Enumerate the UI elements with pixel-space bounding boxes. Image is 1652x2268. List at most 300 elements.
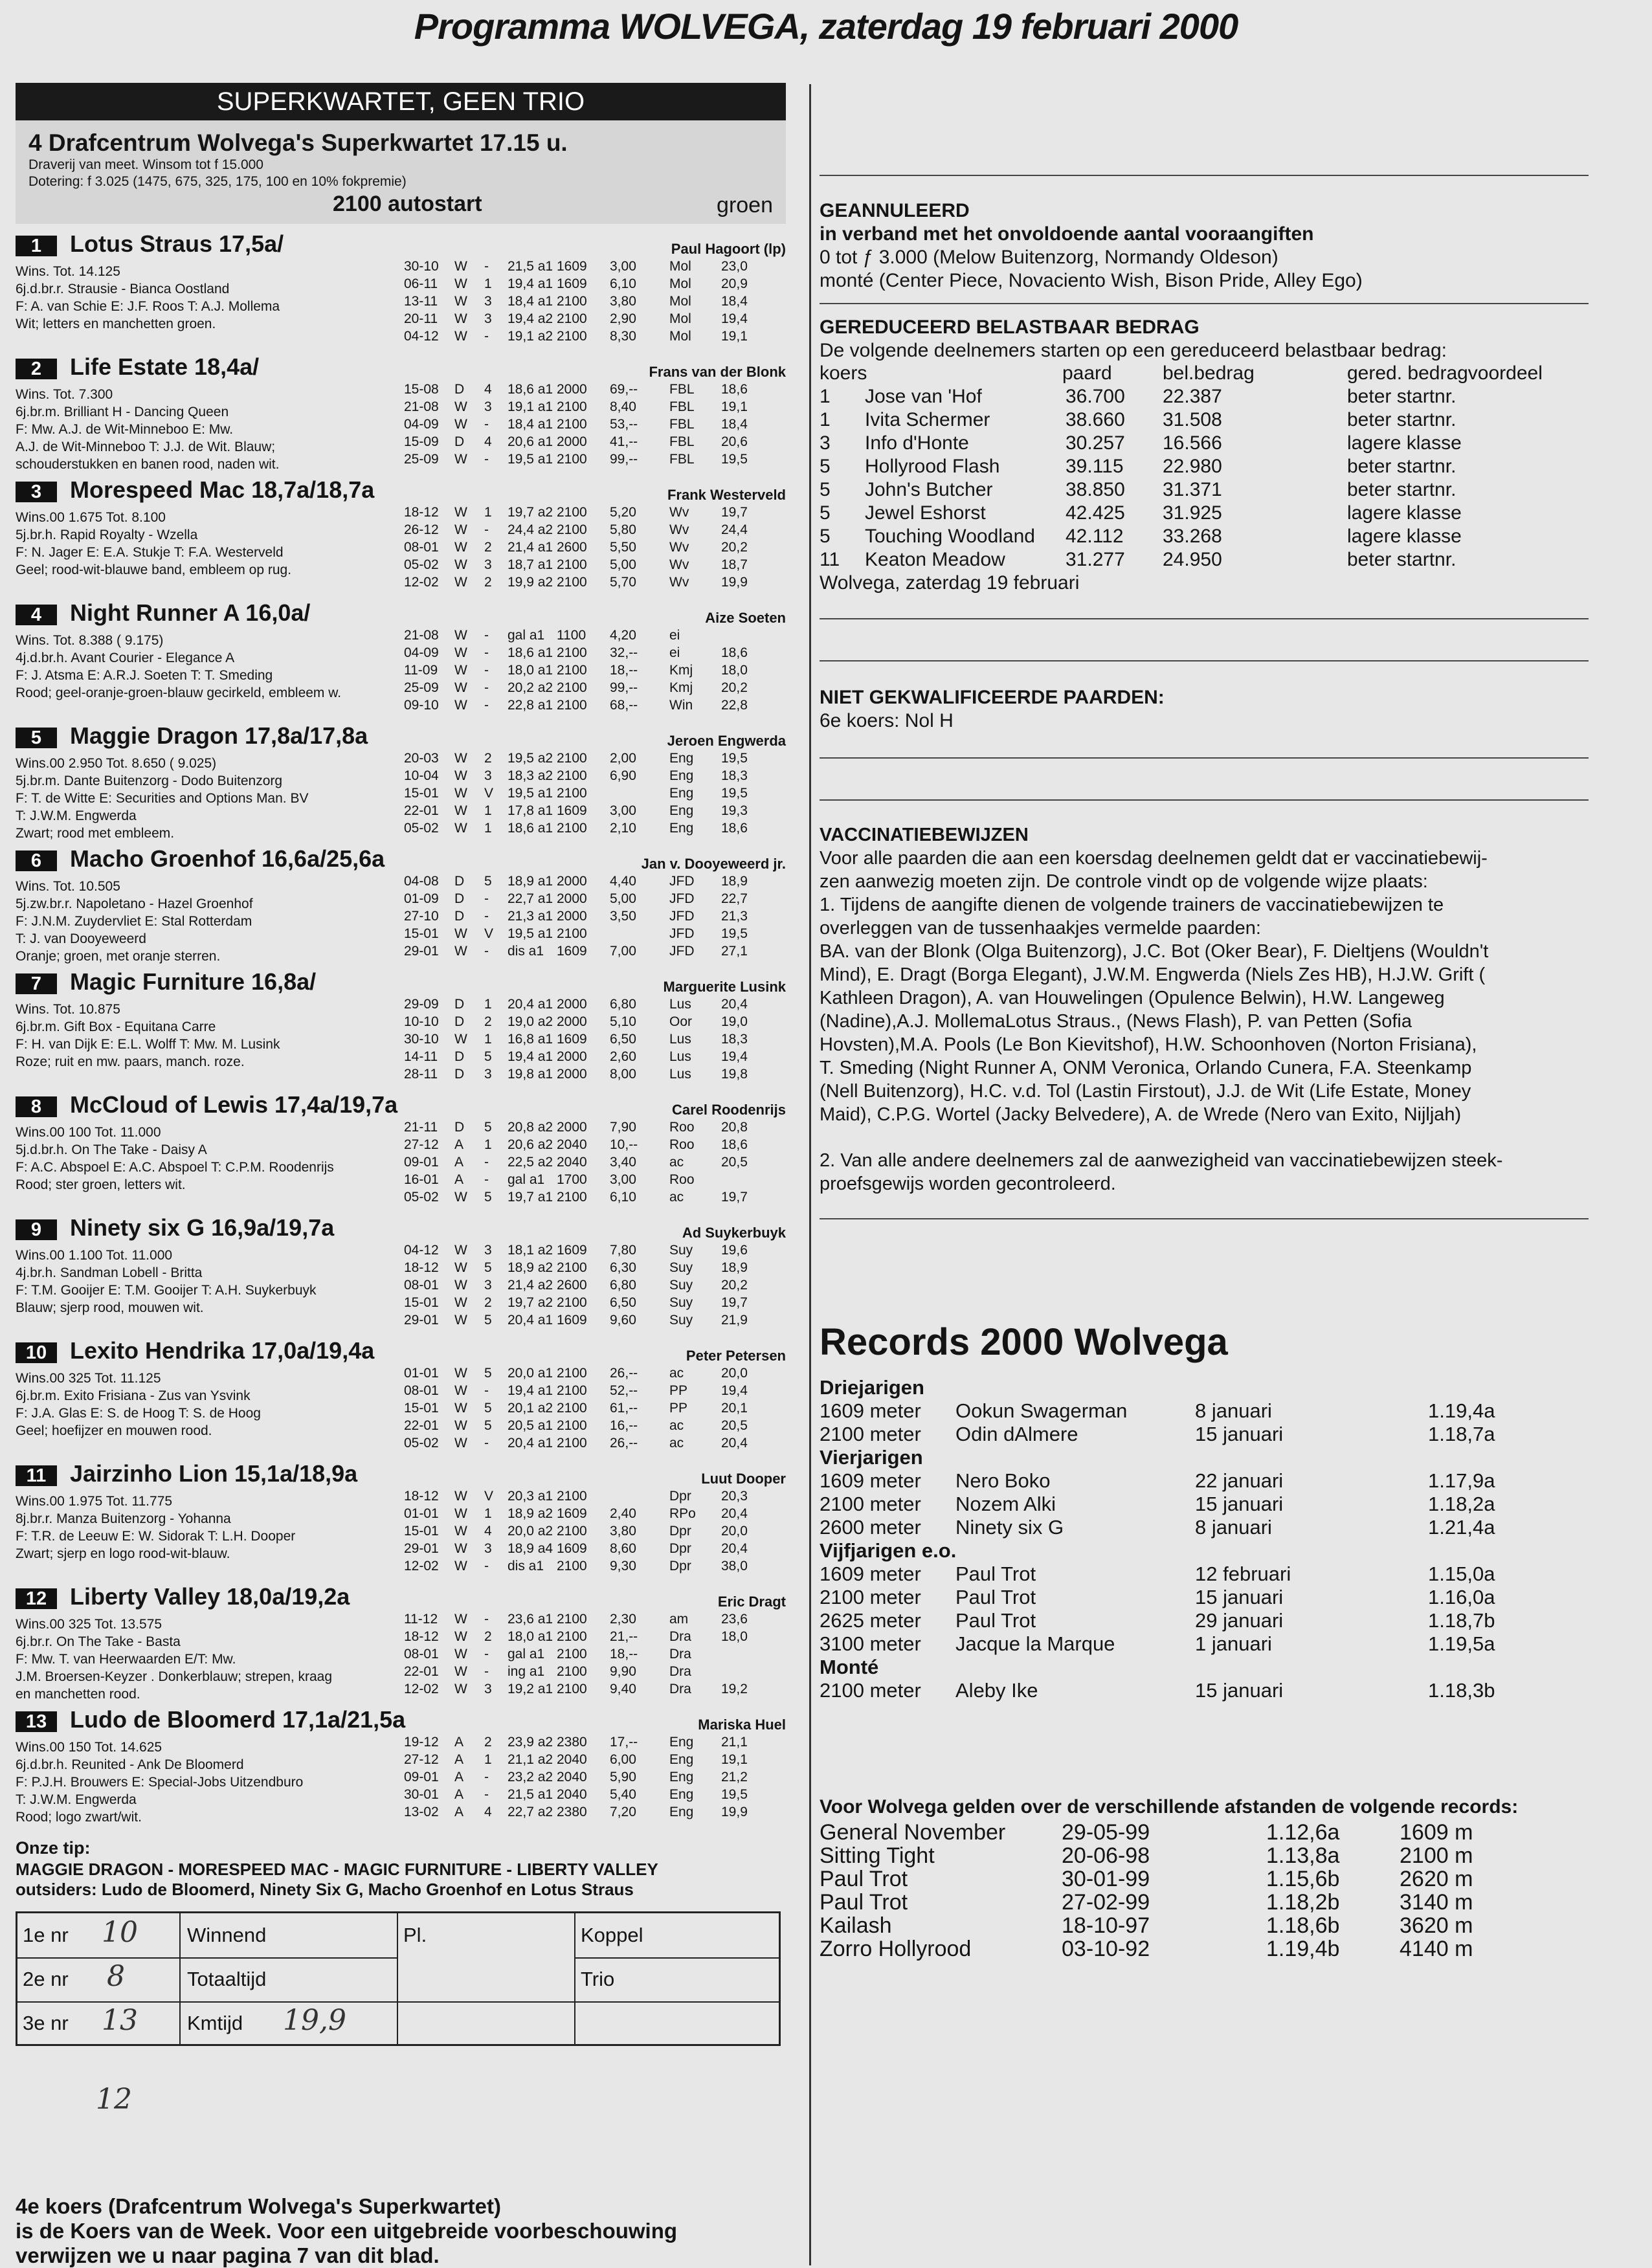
race-prize: Dotering: f 3.025 (1475, 675, 325, 175, 100 en 10% fokpremie) <box>28 174 407 189</box>
result-cell: 18,9 a2 <box>508 1260 553 1275</box>
result-cell: 05-02 <box>404 1436 439 1451</box>
result-cell: 2100 <box>557 1366 587 1381</box>
result-cell: 5,40 <box>610 1787 636 1802</box>
table-cell: 22.387 <box>1163 386 1222 407</box>
result-cell: 01-01 <box>404 1506 439 1521</box>
result-cell: 04-09 <box>404 645 439 660</box>
result-row <box>404 540 786 557</box>
horse-info <box>16 755 404 842</box>
result-row <box>404 259 786 276</box>
horse-number: 3 <box>16 482 57 502</box>
result-cell: A <box>454 1805 464 1819</box>
result-cell: 26,-- <box>610 1436 638 1451</box>
result-cell: A <box>454 1137 464 1152</box>
result-cell: ei <box>669 628 680 643</box>
result-cell: Lus <box>669 997 691 1012</box>
vaccinatie-heading: VACCINATIEBEWIJZEN <box>820 825 1029 845</box>
horse-results <box>404 382 786 469</box>
vaccinatie-line: T. Smeding (Night Runner A, ONM Veronica, Orlando Cunera, F.A. Steenkamp <box>820 1058 1472 1078</box>
result-cell: - <box>484 645 489 660</box>
result-cell: D <box>454 909 465 924</box>
horse-info-line: Rood; logo zwart/wit. <box>16 1810 142 1825</box>
result-cell: 3 <box>484 294 492 309</box>
result-cell: 2,10 <box>610 821 636 836</box>
horse-info-line: T: J.W.M. Engwerda <box>16 808 137 823</box>
result-cell: 9,60 <box>610 1313 636 1328</box>
result-row <box>404 891 786 909</box>
result-row <box>404 417 786 434</box>
result-cell: W <box>454 540 467 555</box>
result-cell: 22-01 <box>404 1418 439 1433</box>
alltime-cell: 2620 m <box>1400 1867 1473 1891</box>
result-row <box>404 1155 786 1172</box>
horse-info-line: 5j.br.h. Rapid Royalty - Wzella <box>16 528 198 542</box>
alltime-cell: Zorro Hollyrood <box>820 1937 972 1961</box>
result-cell: 99,-- <box>610 680 638 695</box>
result-cell: Eng <box>669 1787 694 1802</box>
result-row <box>404 1120 786 1137</box>
result-cell: 19,9 <box>721 1805 748 1819</box>
result-cell: 5,50 <box>610 540 636 555</box>
table-cell: Touching Woodland <box>865 526 1035 547</box>
race-header <box>16 120 786 224</box>
horse-name: McCloud of Lewis 17,4a/19,7a <box>70 1091 398 1118</box>
result-cell: W <box>454 399 467 414</box>
niet-gekwalificeerd-heading: NIET GEKWALIFICEERDE PAARDEN: <box>820 687 1165 708</box>
horse-info <box>16 509 404 579</box>
result-cell: 18,3 <box>721 1032 748 1047</box>
result-row <box>404 1664 786 1682</box>
result-cell: 1609 <box>557 944 587 959</box>
result-cell: W <box>454 1190 467 1205</box>
result-cell: - <box>484 1155 489 1170</box>
result-cell: 18,4 <box>721 294 748 309</box>
horse-info <box>16 1001 404 1071</box>
driver-name: Aize Soeten <box>705 610 786 626</box>
result-cell: - <box>484 909 489 924</box>
result-cell: 1 <box>484 803 492 818</box>
table-cell: John's Butcher <box>865 479 993 500</box>
horse-name: Morespeed Mac 18,7a/18,7a <box>70 476 375 503</box>
result-row <box>404 1049 786 1067</box>
result-cell: 2100 <box>557 680 587 695</box>
horse-info-line: F: A. van Schie E: J.F. Roos T: A.J. Mollema <box>16 299 280 314</box>
result-cell: 13-02 <box>404 1805 439 1819</box>
result-cell: 18,6 <box>721 645 748 660</box>
result-cell: D <box>454 1014 465 1029</box>
result-cell: W <box>454 329 467 344</box>
result-cell: 18,4 a1 <box>508 294 553 309</box>
result-cell: 2600 <box>557 1278 587 1293</box>
result-cell: - <box>484 417 489 432</box>
result-cell: A <box>454 1752 464 1767</box>
result-cell: JFD <box>669 926 695 941</box>
result-row <box>404 1524 786 1541</box>
horse-entry <box>16 724 786 847</box>
records-cell: Jacque la Marque <box>955 1632 1115 1655</box>
records-cell: 1.17,9a <box>1428 1469 1495 1492</box>
result-cell: 20,3 <box>721 1489 748 1504</box>
horse-results <box>404 874 786 961</box>
result-cell: FBL <box>669 399 695 414</box>
result-cell: ac <box>669 1155 684 1170</box>
horse-entry <box>16 1584 786 1707</box>
result-cell: 19,9 <box>721 575 748 590</box>
result-cell: dis a1 <box>508 944 544 959</box>
result-cell: 5,00 <box>610 557 636 572</box>
result-row <box>404 944 786 961</box>
driver-name: Jeroen Engwerda <box>667 733 786 749</box>
horse-info-line: Wins.00 1.975 Tot. 11.775 <box>16 1494 173 1509</box>
table-cell: 30.257 <box>1066 432 1125 454</box>
horse-info <box>16 878 404 965</box>
result-cell: gal a1 <box>508 1172 545 1187</box>
result-cell: 18,0 <box>721 663 748 678</box>
result-row <box>404 276 786 294</box>
result-cell: 23,6 <box>721 1612 748 1627</box>
result-cell: 19,8 a1 <box>508 1067 553 1082</box>
result-cell: 20,4 <box>721 1436 748 1451</box>
records-title: Records 2000 Wolvega <box>820 1321 1228 1363</box>
result-cell: Roo <box>669 1120 695 1135</box>
horse-name: Liberty Valley 18,0a/19,2a <box>70 1583 350 1610</box>
result-cell: 12-02 <box>404 575 439 590</box>
vaccinatie-line: 1. Tijdens de aangifte dienen de volgende trainers de vaccinatiebewijzen te <box>820 895 1444 915</box>
result-cell: 19,5 <box>721 1787 748 1802</box>
result-row <box>404 1506 786 1524</box>
result-cell: 21-08 <box>404 399 439 414</box>
result-cell: 23,2 a2 <box>508 1770 553 1784</box>
niet-gekwalificeerd-section <box>820 686 1165 733</box>
horse-info-line: F: T.R. de Leeuw E: W. Sidorak T: L.H. Dooper <box>16 1529 296 1544</box>
table-cell: 5 <box>820 526 831 547</box>
result-cell: 4 <box>484 434 492 449</box>
result-cell: gal a1 <box>508 628 545 643</box>
result-cell: W <box>454 698 467 713</box>
result-cell: 22,7 <box>721 891 748 906</box>
result-cell: 1 <box>484 1137 492 1152</box>
result-cell: 15-01 <box>404 926 439 941</box>
result-cell: 30-01 <box>404 1787 439 1802</box>
horse-results <box>404 1366 786 1453</box>
geannuleerd-section <box>820 199 1363 293</box>
result-cell: 2100 <box>557 294 587 309</box>
result-cell: - <box>484 891 489 906</box>
result-cell: 3,80 <box>610 294 636 309</box>
result-cell: 3,40 <box>610 1155 636 1170</box>
result-cell: Eng <box>669 1735 694 1750</box>
result-cell: 08-01 <box>404 540 439 555</box>
horse-info-line: Wins.00 1.675 Tot. 8.100 <box>16 510 166 525</box>
horse-info-line: Blauw; sjerp rood, mouwen wit. <box>16 1300 204 1315</box>
result-cell: 1609 <box>557 1506 587 1521</box>
result-cell: W <box>454 1506 467 1521</box>
horse-results <box>404 1735 786 1822</box>
gereduceerd-heading: GEREDUCEERD BELASTBAAR BEDRAG <box>820 317 1200 338</box>
result-cell: 04-12 <box>404 329 439 344</box>
result-row <box>404 926 786 944</box>
result-cell: 20,5 <box>721 1155 748 1170</box>
result-cell: 6,10 <box>610 276 636 291</box>
result-cell: Roo <box>669 1137 695 1152</box>
alltime-heading: Voor Wolvega gelden over de verschillende afstanden de volgende records: <box>820 1796 1519 1818</box>
driver-name: Jan v. Dooyeweerd jr. <box>641 856 786 872</box>
vaccinatie-line: Maid), C.P.G. Wortel (Jacky Belvedere), A. de Wrede (Nero van Exito, Nijljah) <box>820 1104 1462 1125</box>
horse-info-line: 4j.d.br.h. Avant Courier - Elegance A <box>16 650 235 665</box>
result-cell: Eng <box>669 751 694 766</box>
horse-header <box>16 1584 786 1613</box>
result-cell: 2000 <box>557 874 587 889</box>
result-cell: Eng <box>669 803 694 818</box>
tip-section <box>16 1838 786 1900</box>
records-cell: 2100 meter <box>820 1586 921 1608</box>
rule <box>820 175 1589 176</box>
alltime-cell: 3620 m <box>1400 1913 1473 1938</box>
form-label-2e: 2e nr <box>23 1968 69 1990</box>
horse-info-line: 6j.br.m. Exito Frisiana - Zus van Ysvink <box>16 1388 251 1403</box>
result-cell: 09-01 <box>404 1770 439 1784</box>
result-cell: 27-12 <box>404 1137 439 1152</box>
horse-info-line: Oranje; groen, met oranje sterren. <box>16 949 221 964</box>
horse-info-line: Wins. Tot. 8.388 ( 9.175) <box>16 633 164 648</box>
table-cell: 39.115 <box>1066 456 1124 477</box>
result-cell: Win <box>669 698 693 713</box>
result-cell: 2100 <box>557 329 587 344</box>
driver-name: Luut Dooper <box>701 1471 786 1487</box>
horse-info-line: 4j.br.h. Sandman Lobell - Britta <box>16 1265 203 1280</box>
result-cell: 20,6 a2 <box>508 1137 553 1152</box>
result-cell: 20,0 a1 <box>508 1366 553 1381</box>
alltime-cell: 3140 m <box>1400 1890 1473 1915</box>
horse-info-line: Wins.00 325 Tot. 11.125 <box>16 1371 161 1386</box>
result-cell: 19,5 <box>721 751 748 766</box>
horse-name: Macho Groenhof 16,6a/25,6a <box>70 845 385 872</box>
result-cell: Dpr <box>669 1559 691 1573</box>
result-cell: 22,7 a2 <box>508 1805 553 1819</box>
result-form <box>16 1911 781 2046</box>
horse-info-line: schouderstukken en banen rood, naden wit. <box>16 457 280 472</box>
result-row <box>404 1014 786 1032</box>
rule <box>820 660 1589 662</box>
result-cell: - <box>484 259 489 274</box>
horse-results <box>404 997 786 1084</box>
horse-info-line: F: A.C. Abspoel E: A.C. Abspoel T: C.P.M. Roodenrijs <box>16 1160 334 1175</box>
result-cell: Dpr <box>669 1489 691 1504</box>
result-cell: 20,4 a1 <box>508 1313 553 1328</box>
result-cell: 19,4 a1 <box>508 1383 553 1398</box>
horse-header <box>16 232 786 260</box>
result-cell: Suy <box>669 1243 693 1258</box>
horse-info-line: Wins. Tot. 7.300 <box>16 387 113 402</box>
result-cell: Wv <box>669 575 689 590</box>
result-cell: 1 <box>484 821 492 836</box>
result-cell: W <box>454 259 467 274</box>
records-cell: Paul Trot <box>955 1562 1036 1585</box>
result-row <box>404 680 786 698</box>
result-cell: Dra <box>669 1682 691 1696</box>
result-cell: 3 <box>484 557 492 572</box>
result-cell: W <box>454 1541 467 1556</box>
horse-header <box>16 1339 786 1367</box>
horse-info-line: T: J. van Dooyeweerd <box>16 931 146 946</box>
result-cell: 2000 <box>557 1049 587 1064</box>
result-cell: 3 <box>484 1243 492 1258</box>
result-cell: 20,3 a1 <box>508 1489 553 1504</box>
result-cell: 2100 <box>557 1629 587 1644</box>
result-cell: W <box>454 944 467 959</box>
horse-info-line: F: T.M. Gooijer E: T.M. Gooijer T: A.H. Suykerbuyk <box>16 1283 317 1298</box>
result-cell: 2100 <box>557 645 587 660</box>
footer-line-1: 4e koers (Drafcentrum Wolvega's Superkwartet) <box>16 2194 501 2218</box>
result-cell: W <box>454 1524 467 1539</box>
result-cell: 2040 <box>557 1752 587 1767</box>
result-cell: 20,8 a2 <box>508 1120 553 1135</box>
result-cell: 18-12 <box>404 1489 439 1504</box>
table-cell: 31.371 <box>1163 479 1222 500</box>
result-cell: W <box>454 1489 467 1504</box>
horse-info-line: F: J.N.M. Zuydervliet E: Stal Rotterdam <box>16 914 252 929</box>
records-cell: 2100 meter <box>820 1493 921 1515</box>
result-cell: 18,-- <box>610 1647 638 1662</box>
result-cell: 6,30 <box>610 1260 636 1275</box>
result-row <box>404 1243 786 1260</box>
result-row <box>404 329 786 346</box>
horse-info-line: Zwart; rood met embleem. <box>16 826 175 841</box>
result-cell: 2 <box>484 575 492 590</box>
records-cell: Nero Boko <box>955 1469 1051 1492</box>
records-group-text: Vijfjarigen e.o. <box>820 1539 957 1562</box>
result-cell: 2 <box>484 540 492 555</box>
result-row <box>404 1313 786 1330</box>
result-cell: 17,-- <box>610 1735 638 1750</box>
result-cell: 3 <box>484 311 492 326</box>
result-cell: 04-12 <box>404 1243 439 1258</box>
result-cell: 2100 <box>557 768 587 783</box>
result-cell: 21,1 a2 <box>508 1752 553 1767</box>
result-cell: 2100 <box>557 575 587 590</box>
result-cell: 2100 <box>557 452 587 467</box>
result-cell: 12-02 <box>404 1559 439 1573</box>
result-cell: 20,6 a1 <box>508 434 553 449</box>
result-cell: - <box>484 680 489 695</box>
result-row <box>404 1172 786 1190</box>
result-cell: W <box>454 628 467 643</box>
result-cell: 08-01 <box>404 1647 439 1662</box>
result-cell: 2,60 <box>610 1049 636 1064</box>
result-cell: 18,6 <box>721 1137 748 1152</box>
horse-name: Magic Furniture 16,8a/ <box>70 968 317 995</box>
result-cell: 05-02 <box>404 1190 439 1205</box>
result-cell: W <box>454 417 467 432</box>
horse-info-line: 6j.br.r. On The Take - Basta <box>16 1634 181 1649</box>
horse-info-line: Geel; hoefijzer en mouwen rood. <box>16 1423 212 1438</box>
result-cell: 2 <box>484 1295 492 1310</box>
result-cell: 20,4 a1 <box>508 997 553 1012</box>
records-cell: 1.21,4a <box>1428 1516 1495 1539</box>
result-cell: Eng <box>669 821 694 836</box>
handwritten-extra: 12 <box>96 2083 132 2116</box>
result-cell: 10-10 <box>404 1014 439 1029</box>
result-cell: 20,2 <box>721 540 748 555</box>
table-cell: 1 <box>820 409 831 430</box>
result-cell: 6,90 <box>610 768 636 783</box>
race-name: 4 Drafcentrum Wolvega's Superkwartet 17.15 u. <box>28 129 568 156</box>
driver-name: Frank Westerveld <box>667 487 786 503</box>
result-cell: 2000 <box>557 1014 587 1029</box>
result-row <box>404 311 786 329</box>
table-cell: beter startnr. <box>1347 456 1457 477</box>
result-cell: W <box>454 1682 467 1696</box>
result-cell: Suy <box>669 1278 693 1293</box>
result-cell: 1609 <box>557 1541 587 1556</box>
horse-number: 1 <box>16 236 57 256</box>
result-cell: 5 <box>484 1401 492 1416</box>
result-cell: 19,7 a2 <box>508 505 553 520</box>
result-cell: W <box>454 786 467 801</box>
result-cell: Mol <box>669 276 691 291</box>
result-row <box>404 997 786 1014</box>
records-cell: 2600 meter <box>820 1516 921 1539</box>
result-cell: Wv <box>669 505 689 520</box>
result-cell: - <box>484 1664 489 1679</box>
horse-info-line: F: H. van Dijk E: E.L. Wolff T: Mw. M. Lusink <box>16 1037 280 1052</box>
horse-info-line: F: J. Atsma E: A.R.J. Soeten T: T. Smeding <box>16 668 273 683</box>
result-cell: - <box>484 1383 489 1398</box>
result-cell: 21,3 a1 <box>508 909 553 924</box>
result-cell: 2000 <box>557 909 587 924</box>
result-cell: - <box>484 1647 489 1662</box>
vaccinatie-line: (Nadine),A.J. MollemaLotus Straus., (News Flash), P. van Petten (Sofia <box>820 1011 1412 1032</box>
result-row <box>404 1647 786 1664</box>
result-cell: - <box>484 663 489 678</box>
result-cell: 18,0 <box>721 1629 748 1644</box>
result-cell: Eng <box>669 786 694 801</box>
horse-number: 4 <box>16 605 57 625</box>
rule <box>820 1218 1589 1219</box>
horse-entry <box>16 1462 786 1584</box>
records-cell: Nozem Alki <box>955 1493 1056 1515</box>
horse-results <box>404 259 786 346</box>
result-cell: 28-11 <box>404 1067 438 1082</box>
horse-info-line: Wins.00 150 Tot. 14.625 <box>16 1740 162 1755</box>
result-cell: Lus <box>669 1032 691 1047</box>
result-cell: 21,1 <box>721 1735 748 1750</box>
horse-info-line: J.M. Broersen-Keyzer . Donkerblauw; strepen, kraag <box>16 1669 333 1684</box>
table-header: bel.bedrag <box>1163 362 1255 384</box>
alltime-cell: 03-10-92 <box>1062 1937 1150 1961</box>
result-cell: 20,9 <box>721 276 748 291</box>
result-cell: W <box>454 926 467 941</box>
result-cell: 2100 <box>557 1612 587 1627</box>
horse-info-line: 6j.d.br.h. Reunited - Ank De Bloomerd <box>16 1757 244 1772</box>
result-cell: 3,00 <box>610 803 636 818</box>
form-label-kmtijd: Kmtijd <box>187 2012 243 2034</box>
gereduceerd-footer-text: Wolvega, zaterdag 19 februari <box>820 572 1080 594</box>
table-cell: 22.980 <box>1163 456 1222 477</box>
result-row <box>404 1436 786 1453</box>
result-cell: 2000 <box>557 891 587 906</box>
distance-row <box>28 190 773 220</box>
result-cell: D <box>454 1067 465 1082</box>
driver-name: Marguerite Lusink <box>663 979 786 995</box>
table-cell: 36.700 <box>1066 386 1125 407</box>
result-cell: 6,10 <box>610 1190 636 1205</box>
result-cell: 1 <box>484 276 492 291</box>
result-cell: 2 <box>484 751 492 766</box>
alltime-cell: 1.18,6b <box>1266 1913 1340 1938</box>
result-cell: 19,5 <box>721 452 748 467</box>
column-divider <box>809 84 811 2265</box>
